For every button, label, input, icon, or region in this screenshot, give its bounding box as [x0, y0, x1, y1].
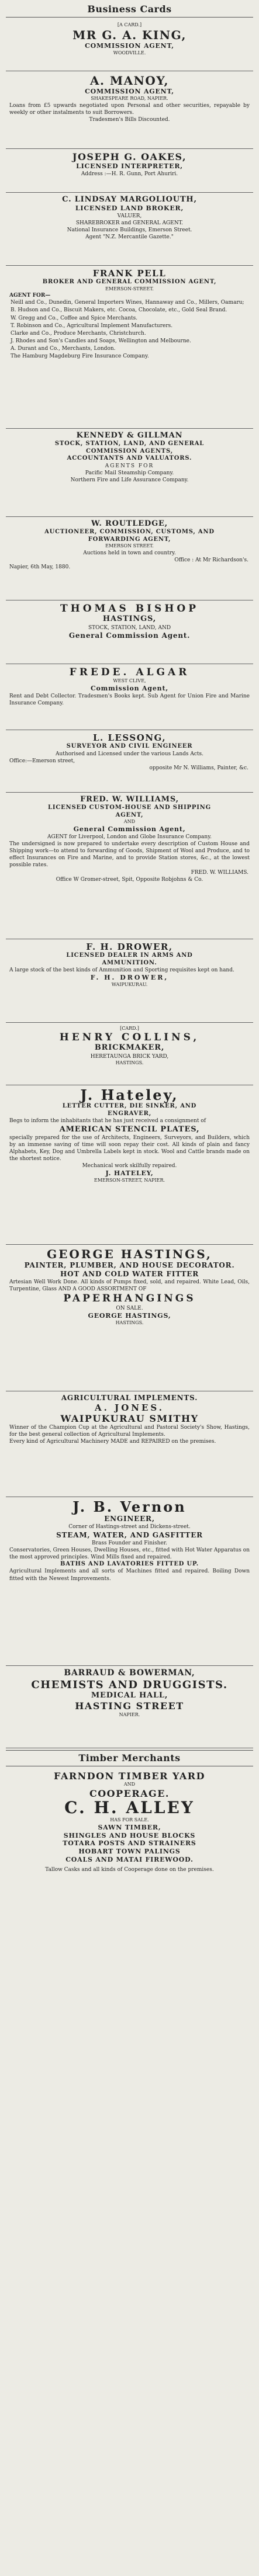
ad-line-2: AGENT,	[115, 811, 144, 818]
ad-body: Artesian Well Work Done. All kinds of Pumps fixed, sold, and repaired. White Lead, Oils, Turpentine, Glass AND A GOOD ASSORTMENT OF	[9, 1279, 250, 1293]
ad-date: Napier, 6th May, 1880.	[9, 564, 71, 571]
ad-address: HASTING STREET	[75, 1700, 184, 1712]
ad-drower	[6, 939, 253, 1023]
ad-body-2: Every kind of Agricultural Machinery MADE and REPAIRED on the premises.	[9, 1439, 216, 1445]
ad-place: HASTINGS.	[115, 1320, 144, 1325]
ad-sub: HOT AND COLD WATER FITTER	[60, 1270, 199, 1278]
ad-body: Conservatories, Green Houses, Dwelling Houses, etc., fitted with Hot Water Apparatus on the most approved principles. Wind Mills fixed and repaired.	[9, 1547, 250, 1560]
ad-line-2: COMMISSION AGENTS,	[86, 447, 173, 454]
ad-name: C. LINDSAY MARGOLIOUTH,	[62, 195, 197, 204]
ad-title: COMMISSION AGENT,	[85, 88, 174, 95]
ad-address: WEST CLIVE,	[113, 678, 146, 684]
ad-agency-2: Northern Fire and Life Assurance Company.	[70, 477, 189, 484]
newspaper-column	[6, 0, 253, 1918]
ad-place: HASTINGS.	[115, 1060, 144, 1065]
ad-address: EMERSON STREET.	[105, 543, 154, 549]
section-heading-business-cards: Business Cards	[87, 4, 172, 15]
ad-line-1: LICENSED CUSTOM-HOUSE AND SHIPPING	[48, 804, 211, 811]
ad-head: AGRICULTURAL IMPLEMENTS.	[61, 1394, 198, 1402]
ad-body-2: Agricultural Implements and all sorts of Machines fitted and repaired. Boiling Down fitted with the Newest Improvements.	[9, 1568, 250, 1582]
ad-address: National Insurance Buildings, Emerson Street.	[67, 227, 192, 234]
ad-title-2: ENGRAVER,	[107, 1110, 152, 1117]
ad-address: Address :—H. R. Gunn, Port Ahuriri.	[81, 171, 178, 177]
ad-body: A large stock of the best kinds of Ammunition and Sporting requisites kept on hand.	[9, 967, 234, 973]
list-item: SHINGLES AND HOUSE BLOCKS	[63, 1831, 196, 1839]
list-item: T. Robinson and Co., Agricultural Implement Manufacturers.	[11, 322, 173, 329]
ad-agency-1: Pacific Mail Steamship Company.	[85, 470, 174, 476]
ad-sign: FRED. W. WILLIAMS.	[191, 869, 248, 876]
ad-name: THOMAS BISHOP	[60, 603, 199, 615]
divider	[6, 17, 253, 18]
ad-sign: F. H. DROWER,	[90, 974, 169, 982]
ad-barraud-bowerman	[6, 1666, 253, 1748]
ad-margoliouth	[6, 193, 253, 266]
ad-title: LICENSED INTERPRETER,	[76, 162, 183, 171]
ad-body: Auctions held in town and country.	[83, 550, 176, 557]
ad-on-sale: ON SALE.	[116, 1305, 143, 1311]
ad-line-1: SURVEYOR AND CIVIL ENGINEER	[66, 743, 193, 749]
ad-name: A. MANOY,	[90, 74, 169, 88]
ad-place: WOODVILLE.	[113, 50, 146, 55]
ad-name: HENRY COLLINS,	[59, 1032, 200, 1043]
ad-opposite: opposite Mr N. Williams, Painter, &c.	[149, 765, 248, 771]
agent-for-label: AGENT FOR—	[9, 293, 51, 299]
ad-name: FREDE. ALGAR	[69, 666, 190, 678]
list-item: B. Hudson and Co., Biscuit Makers, etc. Cocoa, Chocolate, etc., Gold Seal Brand.	[11, 307, 227, 314]
ad-body-2: specially prepared for the use of Architects, Engineers, Surveyors, and Builders, which by an immense saving of time will soon repay their cost. All kinds of plain and fancy Alphabets, Key, Dog and Umbrella Labels kept in stock. Wool and Cattle brands made on the shortest notice.	[9, 1134, 250, 1162]
ad-name: C. H. ALLEY	[64, 1798, 195, 1818]
ad-title: BRICKMAKER,	[94, 1043, 165, 1053]
ad-manoy	[6, 71, 253, 149]
ad-line-3: AND	[123, 819, 136, 825]
ad-body-3: Mechanical work skilfully repaired.	[82, 1163, 177, 1169]
ad-agents-for: AGENTS FOR	[105, 463, 154, 469]
ad-title: CHEMISTS AND DRUGGISTS.	[31, 1678, 228, 1691]
ad-gak	[6, 19, 253, 71]
list-item: J. Rhodes and Son's Candles and Soaps, Wellington and Melbourne.	[11, 338, 191, 344]
ad-name: KENNEDY & GILLMAN	[76, 431, 183, 440]
list-item: Clarke and Co., Produce Merchants, Christchurch.	[11, 330, 146, 336]
ad-line-3: BATHS AND LAVATORIES FITTED UP.	[60, 1560, 199, 1567]
ad-farndon	[6, 1768, 253, 1918]
ad-body-1: Begs to inform the inhabitants that he has just received a consignment of	[9, 1118, 206, 1124]
ad-place: HASTINGS,	[102, 615, 157, 624]
ad-office: Office:—Emerson street,	[9, 758, 75, 764]
ad-line-2: General Commission Agent.	[68, 631, 191, 640]
ad-address: Corner of Hastings-street and Dickens-street.	[68, 1524, 191, 1530]
ad-oakes	[6, 149, 253, 193]
ad-paperhangings: PAPERHANGINGS	[63, 1293, 196, 1305]
ad-name: FRANK PELL	[92, 268, 167, 279]
ad-line-5: AGENT for Liverpool, London and Globe Insurance Company.	[47, 834, 212, 840]
ad-title: LICENSED LAND BROKER,	[75, 204, 184, 213]
ad-name: MR G. A. KING,	[72, 28, 187, 42]
ad-collins	[6, 1023, 253, 1085]
divider	[6, 1750, 253, 1751]
ad-name: A. JONES.	[95, 1402, 164, 1413]
ad-agent: Agent "N.Z. Mercantile Gazette."	[85, 234, 174, 241]
ad-line-2: AMMUNITION.	[102, 959, 157, 966]
ad-title: BROKER AND GENERAL COMMISSION AGENT,	[42, 279, 217, 285]
ad-title-1: LETTER CUTTER, DIE SINKER, AND	[62, 1103, 197, 1110]
ad-place: NAPIER.	[119, 1711, 140, 1717]
list-item: TOTARA POSTS AND STRAINERS	[63, 1839, 196, 1848]
ad-name: L. LESSONG,	[92, 732, 167, 743]
ad-farndon-title: FARNDON TIMBER YARD	[54, 1770, 205, 1782]
ad-name: J. B. Vernon	[72, 1498, 187, 1515]
ad-name: GEORGE HASTINGS,	[47, 1247, 212, 1261]
ad-hateley	[6, 1085, 253, 1245]
ad-office: Office : At Mr Richardson's.	[174, 557, 248, 564]
ad-jones	[6, 1391, 253, 1497]
ad-line-4: General Commission Agent,	[73, 825, 186, 834]
ad-vernon	[6, 1497, 253, 1666]
ad-line-1: STOCK, STATION, LAND, AND	[88, 624, 171, 631]
ad-line-3: ACCOUNTANTS AND VALUATORS.	[67, 455, 192, 462]
ad-body: Rent and Debt Collector. Tradesmen's Books kept. Sub Agent for Union Fire and Marine Insurance Company.	[9, 693, 250, 707]
list-item: SAWN TIMBER,	[98, 1823, 161, 1831]
ad-name: J. Hateley,	[80, 1086, 179, 1103]
ad-name: F. H. DROWER,	[86, 942, 173, 952]
ad-footer: Tallow Casks and all kinds of Cooperage done on the premises.	[45, 1866, 214, 1873]
ad-body: Winner of the Champion Cup at the Agricultural and Pastoral Society's Show, Hastings, for the best general collection of Agricultural Implements.	[9, 1425, 250, 1438]
ad-line-2: Authorised and Licensed under the various Lands Acts.	[55, 751, 204, 757]
list-item: The Hamburg Magdeburg Fire Insurance Company.	[11, 353, 149, 359]
ad-line-1: LICENSED DEALER IN ARMS AND	[66, 952, 193, 959]
ad-address: EMERSON-STREET.	[105, 286, 154, 291]
ad-footer: Tradesmen's Bills Discounted.	[89, 116, 170, 123]
ad-name: W. ROUTLEDGE,	[91, 519, 168, 528]
list-item: HOBART TOWN PALINGS	[78, 1848, 181, 1856]
ad-sign: J. HATELEY,	[105, 1169, 154, 1178]
agency-list	[7, 299, 252, 360]
ad-address: HERETAUNGA BRICK YARD,	[90, 1053, 169, 1060]
ad-line-2: FORWARDING AGENT,	[88, 536, 171, 543]
ad-and: AND	[123, 1782, 136, 1787]
ad-sign: GEORGE HASTINGS,	[88, 1311, 171, 1320]
list-item: Neill and Co., Dunedin, General Importers Wines, Hannaway and Co., Millers, Oamaru;	[11, 300, 244, 306]
section-heading-timber: Timber Merchants	[78, 1752, 181, 1763]
agent-for-row	[7, 292, 252, 299]
ad-lessong	[6, 730, 253, 793]
ad-williams	[6, 793, 253, 939]
ad-kennedy-gillman	[6, 429, 253, 517]
ad-office: Office W Gromer-street, Spit, Opposite Robjohns & Co.	[56, 876, 203, 883]
ad-title-2: VALUER,	[117, 213, 142, 219]
ad-place: WAIPUKURAU.	[111, 981, 148, 987]
ad-line-1: STOCK, STATION, LAND, AND GENERAL	[54, 440, 205, 447]
ad-title-3: AMERICAN STENCIL PLATES,	[59, 1124, 200, 1134]
ad-address: SHAKESPEARE ROAD, NAPIER.	[91, 95, 168, 101]
ad-line-1: AUCTIONEER, COMMISSION, CUSTOMS, AND	[44, 529, 215, 536]
ad-smithy: WAIPUKURAU SMITHY	[60, 1413, 199, 1424]
ad-body: Loans from £5 upwards negotiated upon Personal and other securities, repayable by weekly or other instalments to suit Borrowers.	[9, 102, 250, 116]
ad-line: SHAREBROKER and GENERAL AGENT.	[75, 220, 184, 227]
ad-bishop	[6, 600, 253, 664]
ad-title: PAINTER, PLUMBER, AND HOUSE DECORATOR.	[24, 1261, 235, 1269]
ad-tag: [CARD.]	[120, 1026, 139, 1031]
ad-george-hastings	[6, 1245, 253, 1391]
ad-line-1: STEAM, WATER, AND GASFITTER	[56, 1530, 203, 1539]
list-item: COALS AND MATAI FIREWOOD.	[65, 1855, 194, 1863]
ad-tag: [A CARD.]	[117, 22, 142, 27]
ad-name: FRED. W. WILLIAMS,	[80, 795, 179, 804]
ad-name: JOSEPH G. OAKES,	[72, 151, 187, 162]
ad-body: The undersigned is now prepared to undertake every description of Custom House and Shipping work—to attend to forwarding of Goods, Shipment of Wool and Produce, and to effect Insurances on Fire and Marine, and to provide Station stores, &c., at the lowest possible rates.	[9, 841, 250, 869]
ad-hall: MEDICAL HALL,	[91, 1691, 168, 1700]
ad-cooperage: COOPERAGE.	[89, 1787, 170, 1799]
ad-address: EMERSON-STREET, NAPIER.	[94, 1178, 165, 1183]
list-item: A. Durant and Co., Merchants, London.	[11, 345, 116, 352]
ad-title: ENGINEER,	[104, 1515, 155, 1523]
ad-algar	[6, 664, 253, 730]
list-item: W. Gregg and Co., Coffee and Spice Merchants.	[11, 315, 138, 321]
ad-title: Commission Agent,	[90, 685, 168, 693]
ad-title: COMMISSION AGENT,	[85, 42, 174, 50]
ad-for-sale: HAS FOR SALE.	[110, 1817, 149, 1822]
ad-line-2: Brass Founder and Finisher.	[92, 1540, 167, 1546]
ad-routledge	[6, 517, 253, 600]
ad-frank-pell	[6, 266, 253, 429]
ad-name: BARRAUD & BOWERMAN,	[64, 1668, 195, 1678]
